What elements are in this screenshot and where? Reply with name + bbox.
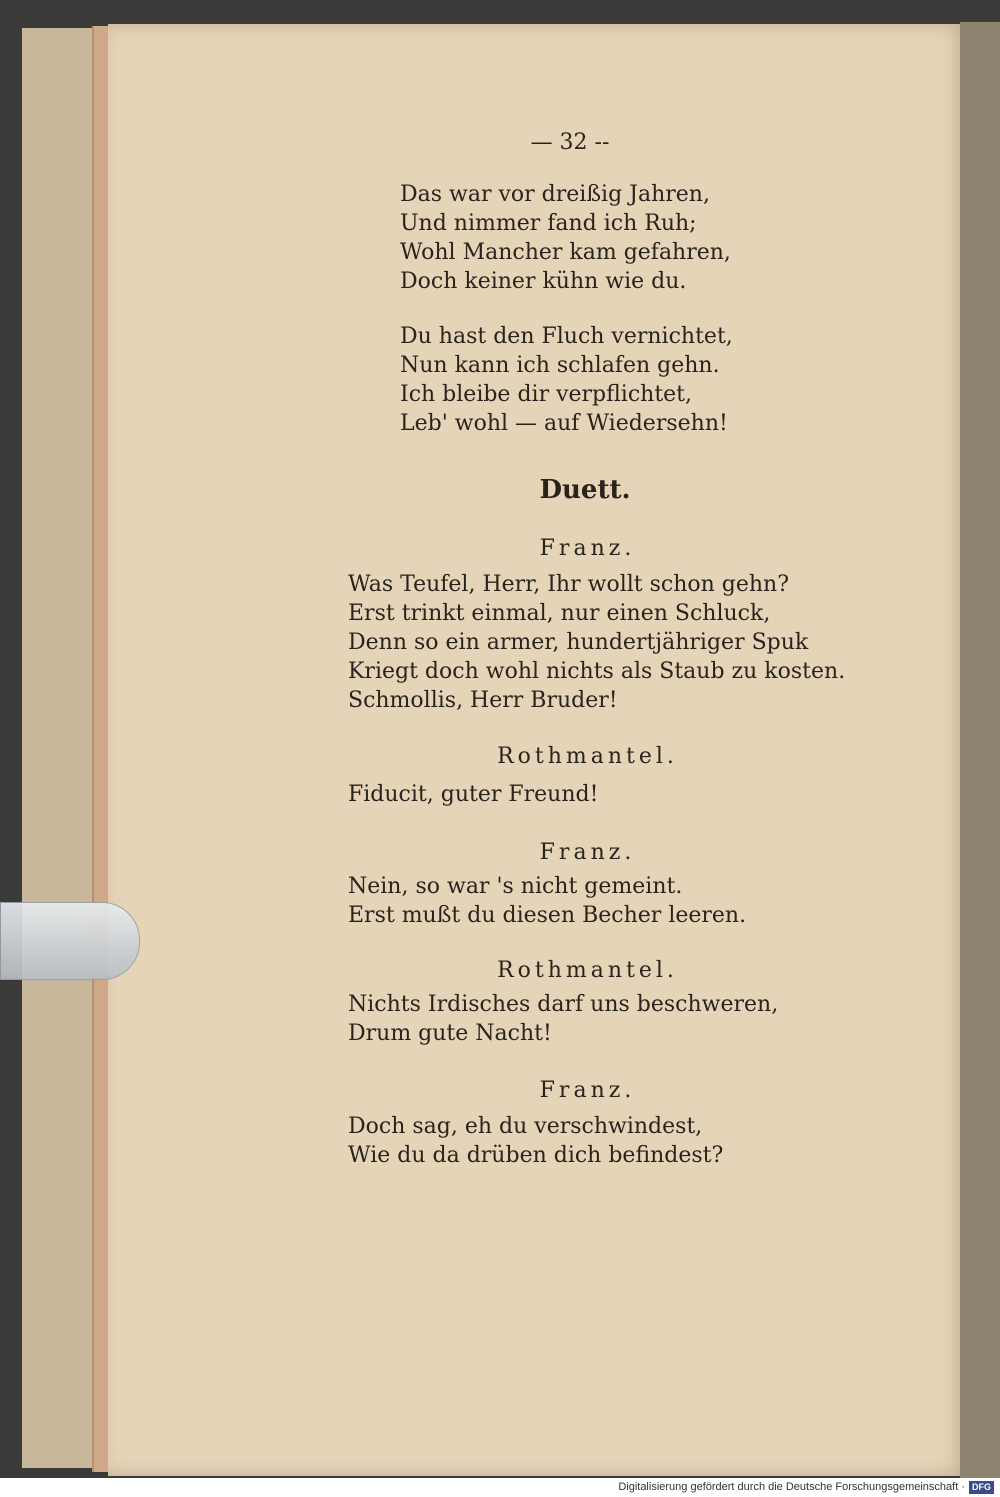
verse-line: Und nimmer fand ich Ruh; <box>400 211 697 236</box>
speech-line: Schmollis, Herr Bruder! <box>348 688 618 713</box>
speech-line: Erst mußt du diesen Becher leeren. <box>348 903 747 928</box>
page-number: — 32 -- <box>530 130 610 155</box>
verse-line: Nun kann ich schlafen gehn. <box>400 353 720 378</box>
speaker-name: Franz. <box>539 536 636 561</box>
speech-line: Denn so ein armer, hundertjähriger Spuk <box>348 630 809 655</box>
verse-line: Das war vor dreißig Jahren, <box>400 182 710 207</box>
speech-block <box>348 872 746 930</box>
speech-line: Drum gute Nacht! <box>348 1021 552 1046</box>
verse-line: Ich bleibe dir verpflichtet, <box>400 382 693 407</box>
speech-line: Nein, so war 's nicht gemeint. <box>348 874 683 899</box>
page-clip-pointer <box>0 902 140 980</box>
speaker-name: Rothmantel. <box>497 958 678 983</box>
digitization-footer <box>0 1478 1000 1497</box>
verse-line: Wohl Mancher kam gefahren, <box>400 240 731 265</box>
speech-line: Erst trinkt einmal, nur einen Schluck, <box>348 601 771 626</box>
speech-block <box>348 1112 723 1170</box>
speech-line: Doch sag, eh du verschwindest, <box>348 1114 703 1139</box>
footer-credit: Digitalisierung gefördert durch die Deutsche Forschungsgemeinschaft · <box>618 1481 965 1493</box>
verse-line: Du hast den Fluch vernichtet, <box>400 324 733 349</box>
speech-line: Kriegt doch wohl nichts als Staub zu kosten. <box>348 659 846 684</box>
speech-line: Wie du da drüben dich befindest? <box>348 1143 724 1168</box>
stanza-2 <box>400 322 733 438</box>
section-heading: Duett. <box>539 475 631 505</box>
speech-block <box>348 990 778 1048</box>
speaker-name: Rothmantel. <box>497 744 678 769</box>
verse-line: Leb' wohl — auf Wiedersehn! <box>400 411 728 436</box>
speech-line: Fiducit, guter Freund! <box>348 782 599 807</box>
speaker-name: Franz. <box>539 840 636 865</box>
stanza-1 <box>400 180 731 296</box>
speech-block <box>348 570 845 715</box>
dfg-logo-icon: DFG <box>969 1481 994 1494</box>
verse-line: Doch keiner kühn wie du. <box>400 269 687 294</box>
speech-line: Was Teufel, Herr, Ihr wollt schon gehn? <box>348 572 790 597</box>
speaker-name: Franz. <box>539 1078 636 1103</box>
speech-block <box>348 780 598 809</box>
speech-line: Nichts Irdisches darf uns beschweren, <box>348 992 779 1017</box>
